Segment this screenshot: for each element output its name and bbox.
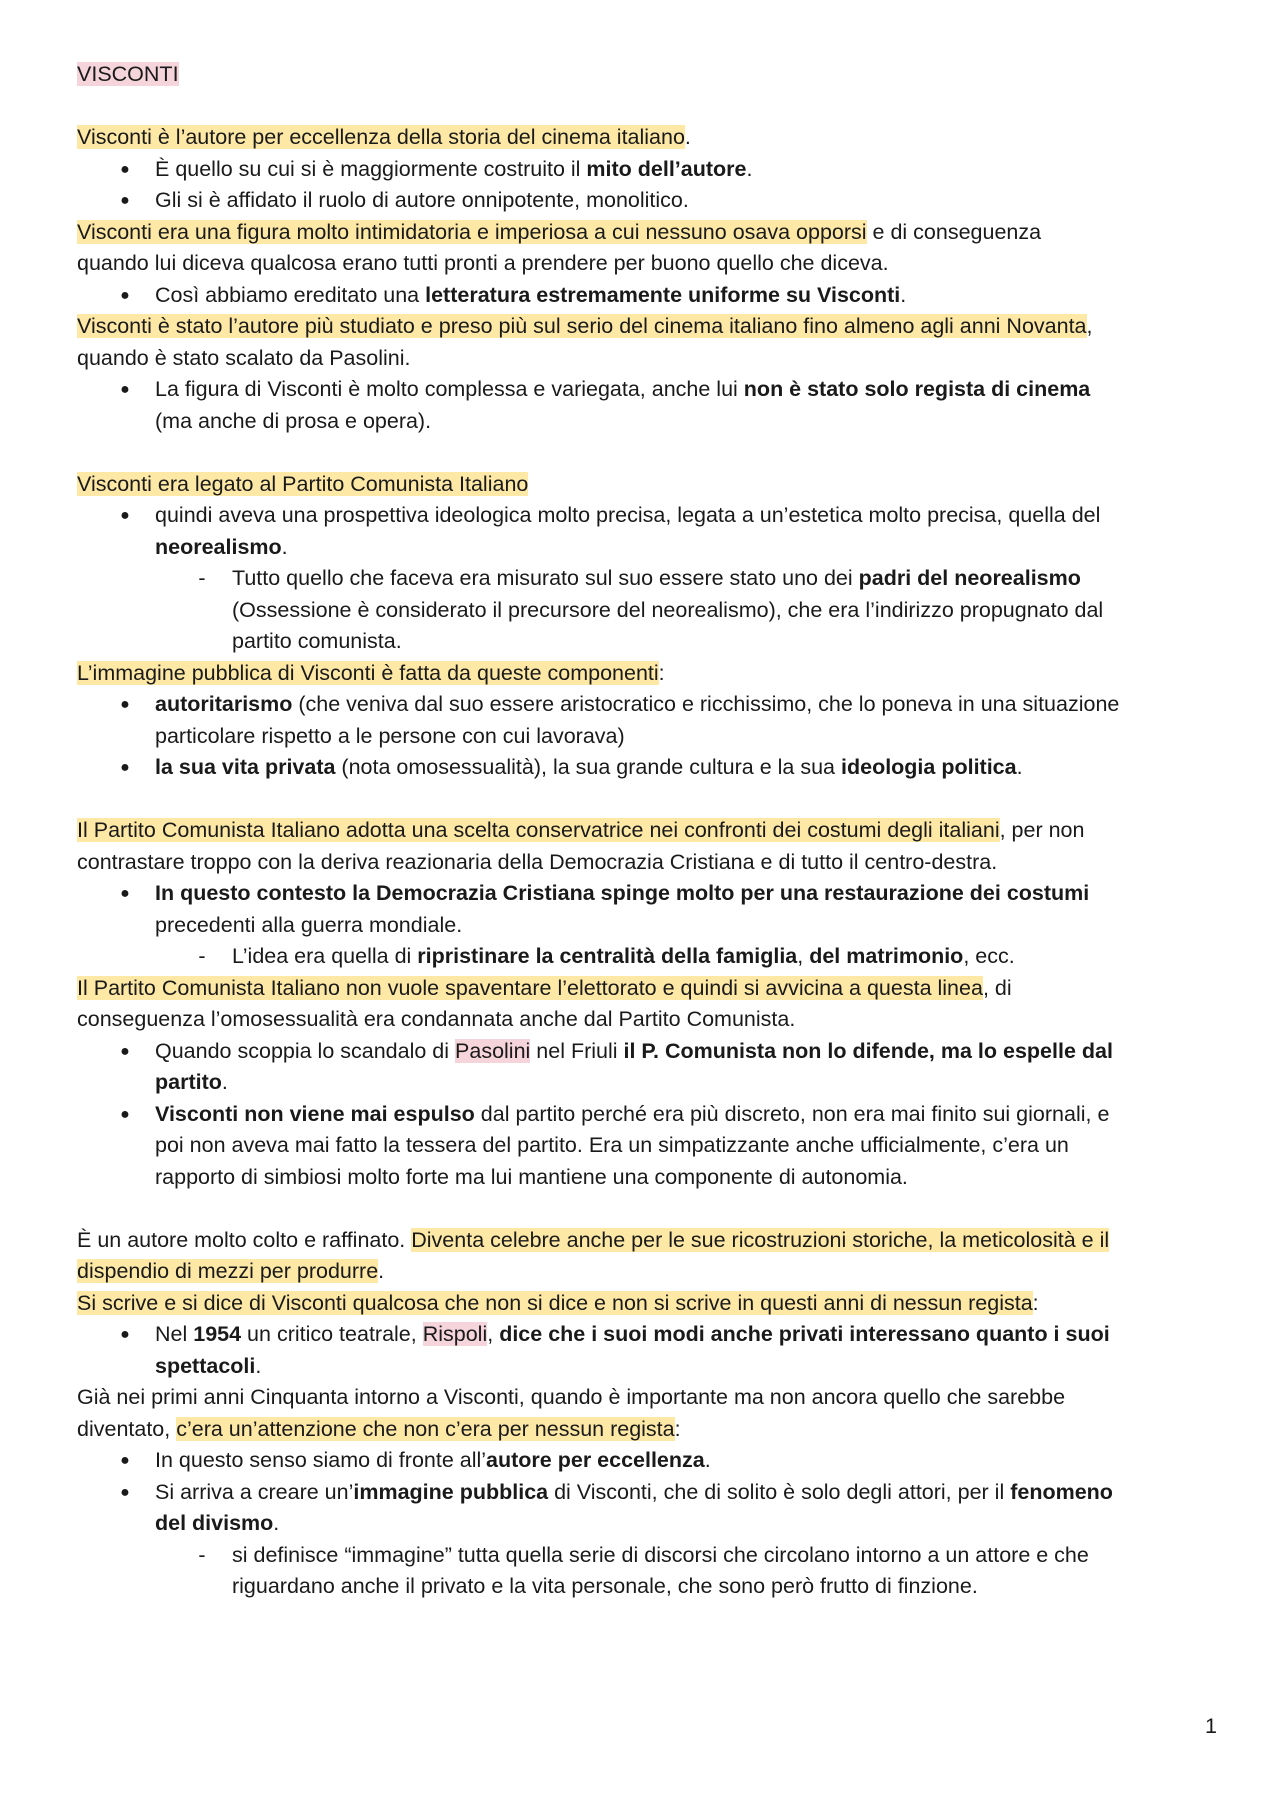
bold-text: immagine pubblica	[353, 1479, 549, 1504]
bullet-item	[77, 1036, 1227, 1068]
bullet-item	[77, 154, 1227, 186]
text-run: :	[674, 1416, 681, 1441]
spacer	[77, 1193, 1227, 1225]
bullet-item	[77, 374, 1227, 406]
paragraph-line	[77, 1004, 1227, 1036]
text-run: un critico teatrale,	[241, 1322, 423, 1346]
bold-text: non è stato solo regista di cinema	[743, 377, 1091, 401]
text-run: .	[900, 282, 907, 307]
bullet-item	[77, 752, 1227, 784]
text-run: Gli si è affidato il ruolo di autore onnipotente, monolitico.	[155, 188, 689, 212]
bullet-icon: ●	[120, 1105, 130, 1123]
bullet-icon: ●	[120, 759, 130, 776]
highlighted-text: L’immagine pubblica di Visconti è fatta da queste componenti	[77, 660, 659, 685]
bullet-item-continuation	[77, 1508, 1227, 1540]
bullet-icon: ●	[120, 381, 130, 398]
bold-text: mito dell’autore	[586, 156, 747, 181]
bold-text: il P. Comunista non lo difende, ma lo espelle dal	[623, 1038, 1113, 1063]
document-body	[77, 59, 1227, 1603]
page-number: 1	[1205, 1714, 1217, 1738]
bullet-item	[77, 500, 1227, 532]
bold-text: autoritarismo	[155, 692, 293, 716]
highlighted-text: Pasolini	[455, 1038, 531, 1063]
paragraph-line	[77, 343, 1227, 375]
text-run: , di	[982, 975, 1012, 1000]
bullet-icon: ●	[120, 1326, 130, 1343]
bold-text: ripristinare la centralità della famiglia	[417, 944, 798, 968]
bold-text: la sua vita privata	[155, 755, 336, 779]
bullet-item	[77, 1319, 1227, 1351]
text-run: quando lui diceva qualcosa erano tutti pronti a prendere per buono quello che diceva.	[77, 251, 889, 275]
text-run: si definisce “immagine” tutta quella serie di discorsi che circolano intorno a un attore e che	[232, 1542, 1089, 1567]
text-run: , ecc.	[963, 944, 1015, 968]
paragraph-line	[77, 311, 1227, 343]
text-run: rapporto di simbiosi molto forte ma lui mantiene una componente di autonomia.	[155, 1164, 908, 1189]
paragraph-line	[77, 122, 1227, 154]
dash-item	[77, 1540, 1227, 1572]
paragraph-line	[77, 217, 1227, 249]
text-run: .	[704, 1448, 711, 1472]
bullet-icon: ●	[120, 885, 130, 902]
bullet-item	[77, 280, 1227, 312]
text-run: ,	[797, 944, 810, 968]
text-run: La figura di Visconti è molto complessa e variegata, anche lui	[155, 377, 744, 401]
bullet-icon: ●	[120, 192, 130, 209]
text-run: contrastare troppo con la deriva reazionaria della Democrazia Cristiana e di tutto il centro-destra.	[77, 849, 998, 874]
text-run: .	[281, 534, 288, 559]
highlighted-text: Visconti è l’autore per eccellenza della storia del cinema italiano	[77, 125, 685, 149]
spacer	[77, 91, 1227, 123]
bullet-item-continuation	[77, 1067, 1227, 1099]
highlighted-text: Diventa celebre anche per le sue ricostruzioni storiche, la meticolosità e il	[411, 1227, 1110, 1252]
bold-text: spettacoli	[155, 1353, 256, 1378]
text-run: partito comunista.	[232, 629, 402, 653]
dash-icon: -	[198, 944, 206, 968]
text-run: È quello su cui si è maggiormente costruito il	[155, 156, 587, 181]
bullet-icon: ●	[120, 1042, 130, 1060]
text-run: nel Friuli	[530, 1038, 624, 1063]
bullet-item-continuation	[77, 1162, 1227, 1194]
text-run: È un autore molto colto e raffinato.	[77, 1227, 412, 1252]
text-run: conseguenza l’omosessualità era condannata anche dal Partito Comunista.	[77, 1007, 796, 1031]
text-run: quando è stato scalato da Pasolini.	[77, 345, 411, 370]
bullet-item-continuation	[77, 1130, 1227, 1162]
paragraph-line	[77, 248, 1227, 280]
paragraph-line	[77, 1256, 1227, 1288]
highlighted-text: Visconti è stato l’autore più studiato e preso più sul serio del cinema italiano fino almeno agli anni Novanta	[77, 314, 1087, 338]
bold-text: del matrimonio	[809, 944, 964, 968]
paragraph-line	[77, 1225, 1227, 1257]
bullet-item	[77, 689, 1227, 721]
dash-item	[77, 563, 1227, 595]
dash-item-continuation	[77, 595, 1227, 627]
highlighted-text: Il Partito Comunista Italiano adotta una scelta conservatrice nei confronti dei costumi degli italiani	[77, 818, 1000, 842]
highlighted-text: Rispoli	[422, 1322, 488, 1346]
text-run: (ma anche di prosa e opera).	[155, 408, 432, 433]
text-run: .	[746, 156, 753, 181]
bullet-item-continuation	[77, 406, 1227, 438]
bold-text: partito	[155, 1070, 222, 1094]
highlighted-text: dispendio di mezzi per produrre	[77, 1259, 379, 1283]
text-run: poi non aveva mai fatto la tessera del partito. Era un simpatizzante anche ufficialmente, c’era un	[155, 1133, 1069, 1157]
text-run: quindi aveva una prospettiva ideologica molto precisa, legata a un’estetica molto precisa, quella del	[155, 503, 1101, 527]
bold-text: ideologia politica	[841, 755, 1017, 779]
bullet-icon: ●	[120, 286, 130, 304]
bold-text: letteratura estremamente uniforme su Visconti	[425, 282, 901, 307]
dash-icon: -	[198, 1542, 206, 1567]
bullet-icon: ●	[120, 160, 130, 178]
bullet-item	[77, 185, 1227, 217]
bold-text: padri del neorealismo	[858, 566, 1081, 590]
bold-text: fenomeno	[1010, 1479, 1113, 1504]
text-run: (nota omosessualità), la sua grande cultura e la sua	[335, 755, 841, 779]
text-run: precedenti alla guerra mondiale.	[155, 912, 463, 937]
text-run: (Ossessione è considerato il precursore del neorealismo), che era l’indirizzo propugnato dal	[232, 597, 1104, 622]
text-run: ,	[487, 1322, 500, 1346]
text-run: .	[221, 1070, 228, 1094]
bullet-item-continuation	[77, 721, 1227, 753]
text-run: Nel	[155, 1322, 194, 1346]
bullet-item	[77, 1099, 1227, 1131]
text-run: .	[255, 1353, 262, 1378]
text-run: L’idea era quella di	[232, 944, 418, 968]
text-run: :	[1032, 1290, 1039, 1315]
paragraph-line	[77, 815, 1227, 847]
bullet-icon: ●	[120, 1452, 130, 1469]
spacer	[77, 784, 1227, 816]
text-run: .	[1016, 755, 1023, 779]
title-text: VISCONTI	[77, 62, 179, 86]
bullet-icon: ●	[120, 1483, 130, 1501]
spacer	[77, 437, 1227, 469]
text-run: .	[273, 1511, 280, 1535]
paragraph-line	[77, 469, 1227, 501]
paragraph-line	[77, 1288, 1227, 1320]
paragraph-line	[77, 847, 1227, 879]
text-run: .	[684, 125, 691, 149]
bold-text: autore per eccellenza	[486, 1448, 705, 1472]
bold-text: In questo contesto la Democrazia Cristiana spinge molto per una restaurazione dei costumi	[155, 881, 1090, 905]
text-run: dal partito perché era più discreto, non era mai finito sui giornali, e	[474, 1101, 1110, 1126]
text-run: ,	[1086, 314, 1093, 338]
text-run: Così abbiamo ereditato una	[155, 282, 426, 307]
highlighted-text: Si scrive e si dice di Visconti qualcosa che non si dice e non si scrive in questi anni di nessun regista	[77, 1290, 1033, 1315]
text-run: Quando scoppia lo scandalo di	[155, 1038, 456, 1063]
bullet-item-continuation	[77, 1351, 1227, 1383]
paragraph-line	[77, 658, 1227, 690]
highlighted-text: Visconti era una figura molto intimidatoria e imperiosa a cui nessuno osava opporsi	[77, 219, 867, 244]
text-run: :	[658, 660, 665, 685]
text-run: .	[378, 1259, 385, 1283]
bullet-icon: ●	[120, 696, 130, 713]
highlighted-text: c’era un’attenzione che non c’era per nessun regista	[176, 1416, 675, 1441]
text-run: di Visconti, che di solito è solo degli attori, per il	[548, 1479, 1011, 1504]
bullet-item	[77, 1445, 1227, 1477]
text-run: particolare rispetto a le persone con cui lavorava)	[155, 723, 625, 748]
bullet-item-continuation	[77, 910, 1227, 942]
text-run: Già nei primi anni Cinquanta intorno a Visconti, quando è importante ma non ancora quello che sarebbe	[77, 1385, 1066, 1409]
text-blocks	[77, 122, 1227, 1603]
dash-item-continuation	[77, 626, 1227, 658]
text-run: In questo senso siamo di fronte all’	[155, 1448, 487, 1472]
dash-icon: -	[198, 566, 206, 590]
text-run: Si arriva a creare un’	[155, 1479, 354, 1504]
bold-text: dice che i suoi modi anche privati interessano quanto i suoi	[499, 1322, 1110, 1346]
bold-text: Visconti non viene mai espulso	[155, 1101, 475, 1126]
paragraph-line	[77, 1382, 1227, 1414]
bullet-icon: ●	[120, 507, 130, 524]
text-run: (che veniva dal suo essere aristocratico e ricchissimo, che lo poneva in una situazione	[292, 692, 1120, 716]
paragraph-line	[77, 973, 1227, 1005]
document-title	[77, 59, 1227, 91]
bold-text: del divismo	[155, 1511, 274, 1535]
bold-text: neorealismo	[155, 534, 282, 559]
text-run: , per non	[999, 818, 1085, 842]
highlighted-text: Il Partito Comunista Italiano non vuole spaventare l’elettorato e quindi si avvicina a questa linea	[77, 975, 983, 1000]
highlighted-text: Visconti era legato al Partito Comunista Italiano	[77, 471, 529, 496]
bullet-item-continuation	[77, 532, 1227, 564]
bullet-item	[77, 1477, 1227, 1509]
text-run: e di conseguenza	[866, 219, 1042, 244]
dash-item-continuation	[77, 1571, 1227, 1603]
dash-item	[77, 941, 1227, 973]
paragraph-line	[77, 1414, 1227, 1446]
text-run: riguardano anche il privato e la vita personale, che sono però frutto di finzione.	[232, 1574, 978, 1598]
bullet-item	[77, 878, 1227, 910]
text-run: diventato,	[77, 1416, 177, 1441]
bold-text: 1954	[193, 1322, 242, 1346]
text-run: Tutto quello che faceva era misurato sul suo essere stato uno dei	[232, 566, 859, 590]
